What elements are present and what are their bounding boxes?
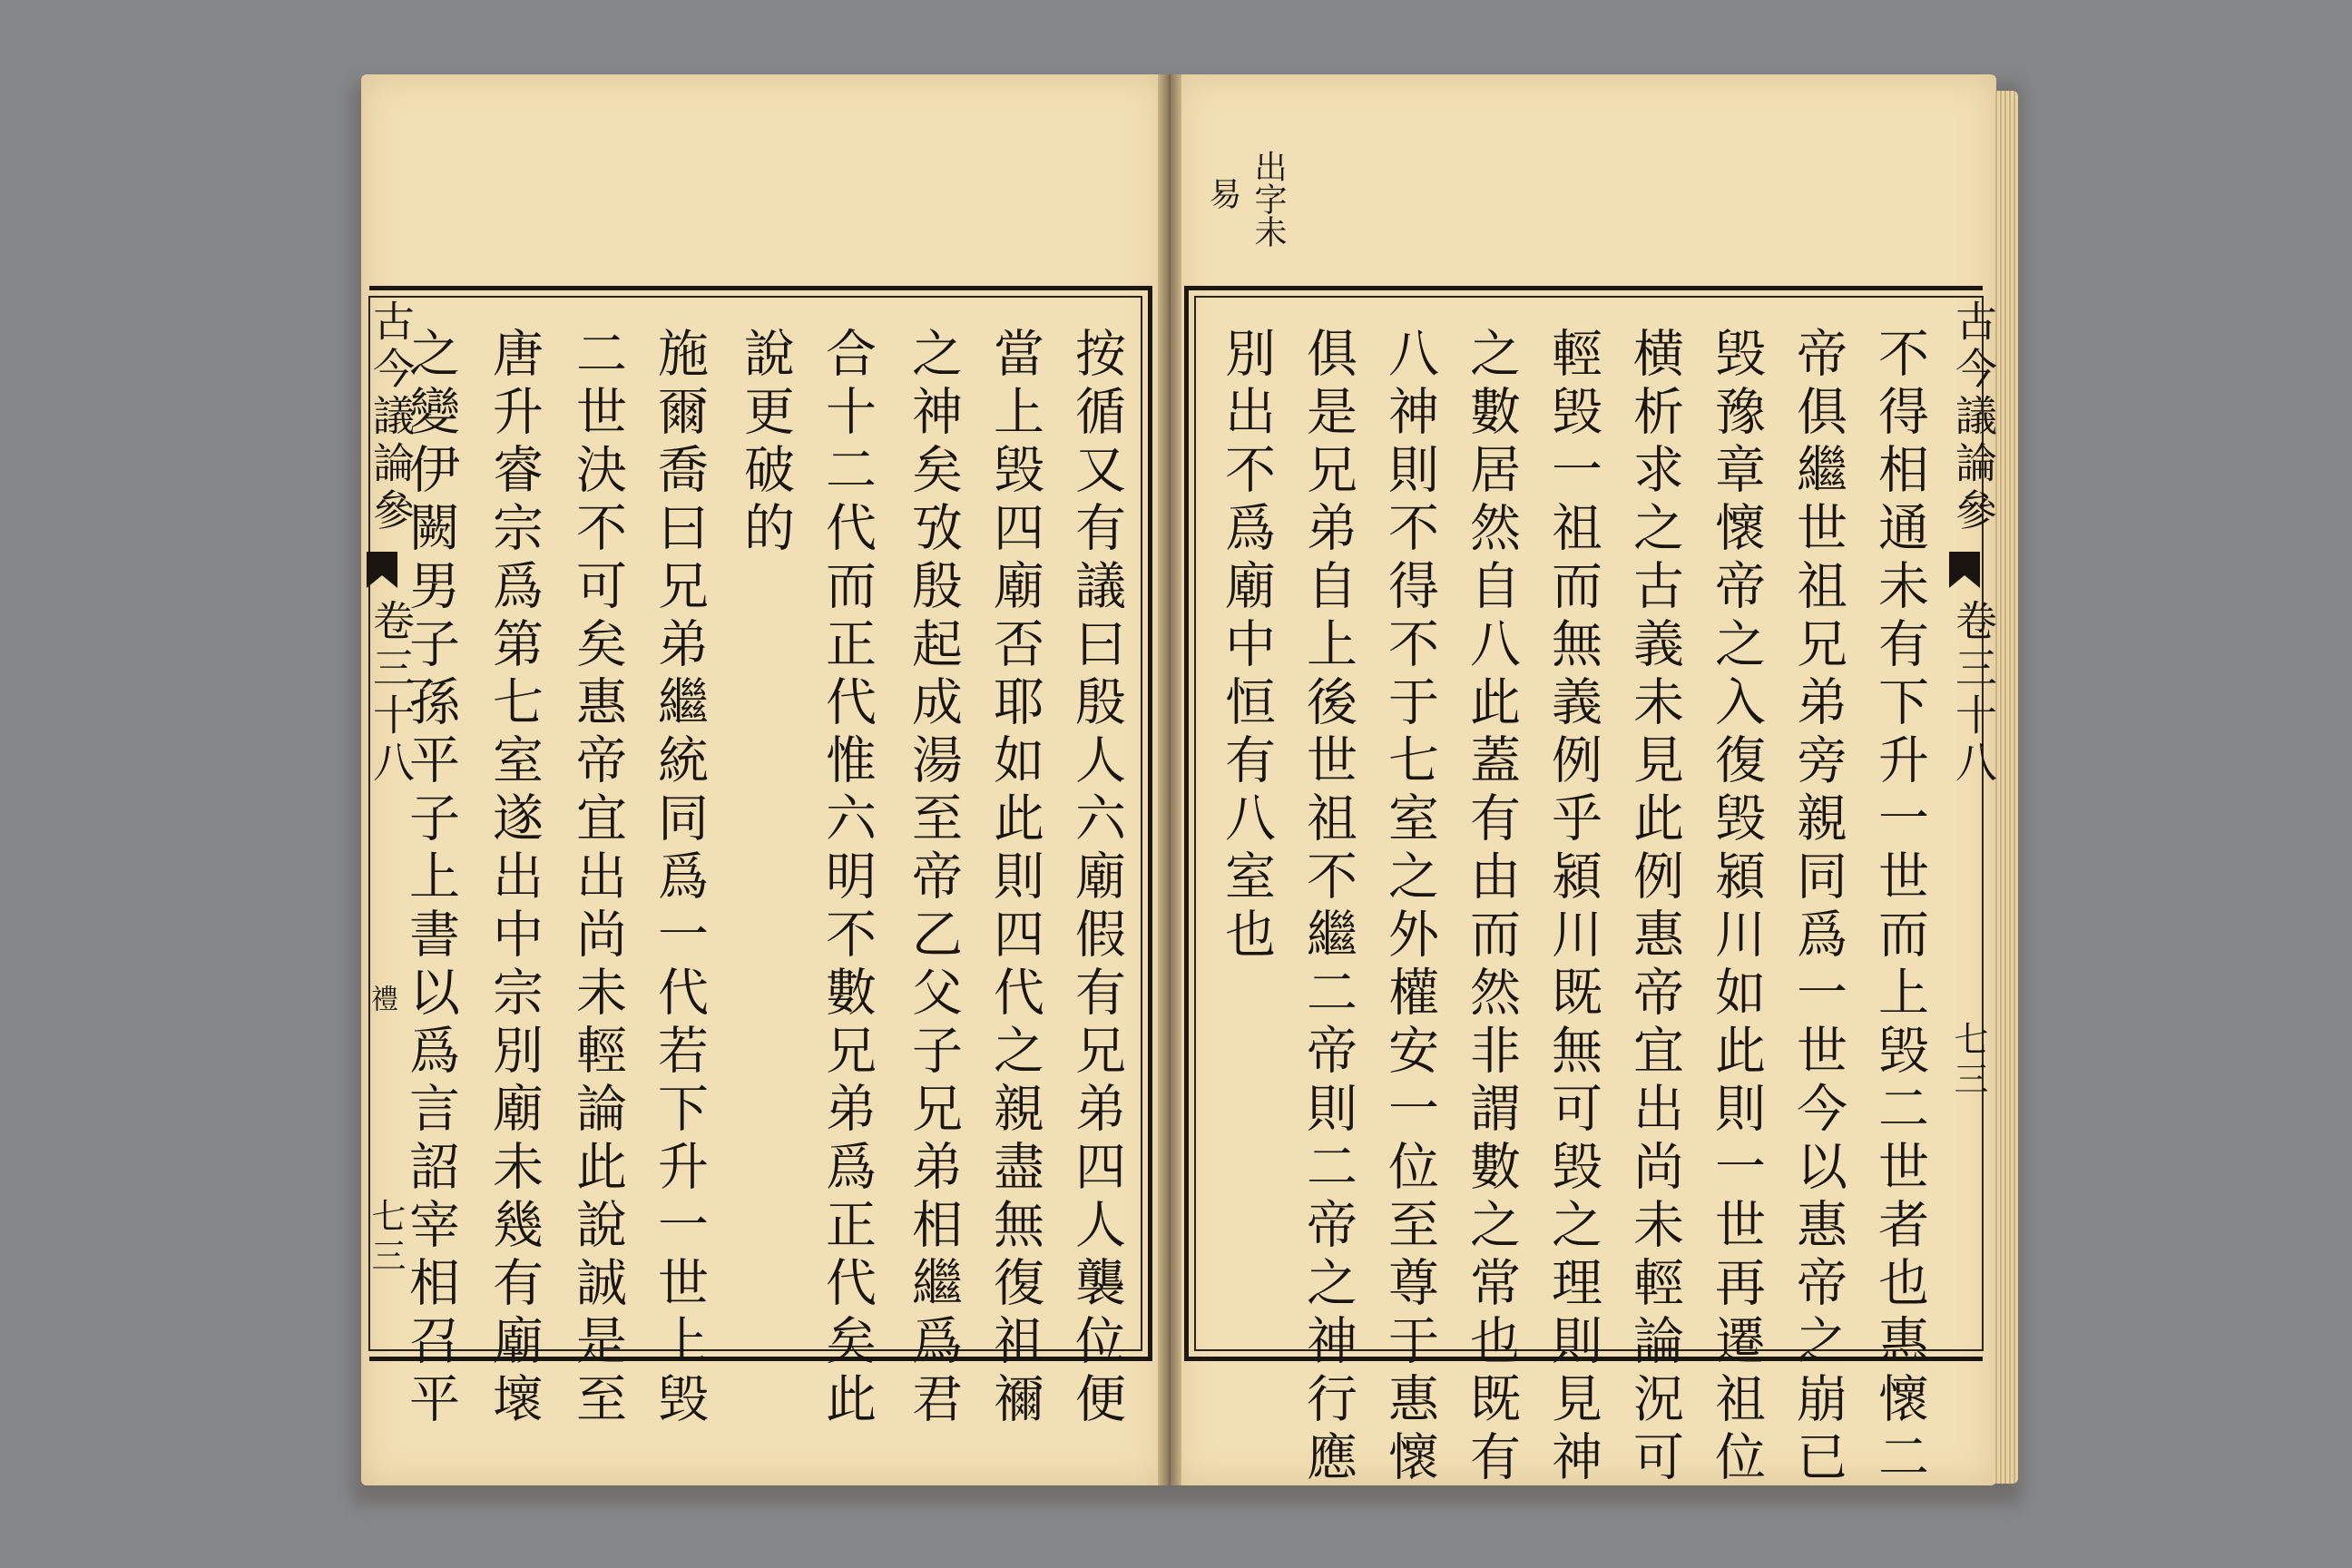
right-column-8: 俱是兄弟自上後世祖不繼二帝則二帝之神行應 bbox=[1298, 327, 1357, 1488]
left-column-2: 當上毁四廟否耶如此則四代之親盡無復祖禰 bbox=[985, 327, 1044, 1430]
right-column-5: 輕毁一祖而無義例乎潁川既無可毁之理則見神 bbox=[1544, 327, 1602, 1488]
right-margin-note-2: 易 bbox=[1204, 177, 1241, 210]
right-column-7: 八神則不得不于七室之外權安一位至尊于惠懷 bbox=[1380, 327, 1439, 1488]
right-column-2: 帝俱繼世祖兄弟旁親同爲一世今以惠帝之崩已 bbox=[1788, 327, 1847, 1488]
book-gutter bbox=[1158, 74, 1181, 1485]
left-banner-title: 古今議論參 bbox=[367, 299, 416, 535]
left-column-7: 二世決不可矣惠帝宜出尚未輕論此說誠是至 bbox=[568, 327, 627, 1430]
left-column-3: 之神矣攷殷起成湯至帝乙父子兄弟相繼爲君 bbox=[904, 327, 963, 1430]
left-folio: 七三 bbox=[366, 1198, 406, 1278]
right-column-3: 毁豫章懷帝之入復毁潁川如此則一世再遷祖位 bbox=[1707, 327, 1766, 1488]
right-folio: 七三 bbox=[1948, 1021, 1988, 1101]
left-column-9: 之變伊闕男子孫平子上書以爲言詔宰相召平 bbox=[401, 327, 460, 1430]
right-banner-title: 古今議論參 bbox=[1949, 299, 1998, 535]
right-column-1: 不得相通未有下升一世而上毁二世者也惠懷二 bbox=[1870, 327, 1929, 1488]
right-column-6: 之數居然自八此蓋有由而然非謂數之常也既有 bbox=[1462, 327, 1521, 1488]
left-column-6: 施爾喬曰兄弟繼統同爲一代若下升一世上毁 bbox=[650, 327, 709, 1430]
left-banner-section: 禮 bbox=[366, 985, 397, 1017]
left-column-1: 按循又有議曰殷人六廟假有兄弟四人襲位便 bbox=[1067, 327, 1126, 1430]
left-column-4: 合十二代而正代惟六明不數兄弟爲正代矣此 bbox=[818, 327, 877, 1430]
left-column-5: 說更破的 bbox=[736, 327, 795, 559]
right-column-4: 横析求之古義未見此例惠帝宜出尚未輕論況可 bbox=[1625, 327, 1684, 1488]
left-banner-volume: 卷三十八 bbox=[367, 599, 416, 788]
right-column-9: 別出不爲廟中恒有八室也 bbox=[1217, 327, 1276, 965]
right-margin-note: 出字未 bbox=[1250, 150, 1287, 248]
right-banner-volume: 卷三十八 bbox=[1949, 599, 1998, 788]
left-column-8: 唐升睿宗爲第七室遂出中宗別廟未幾有廟壞 bbox=[485, 327, 544, 1430]
